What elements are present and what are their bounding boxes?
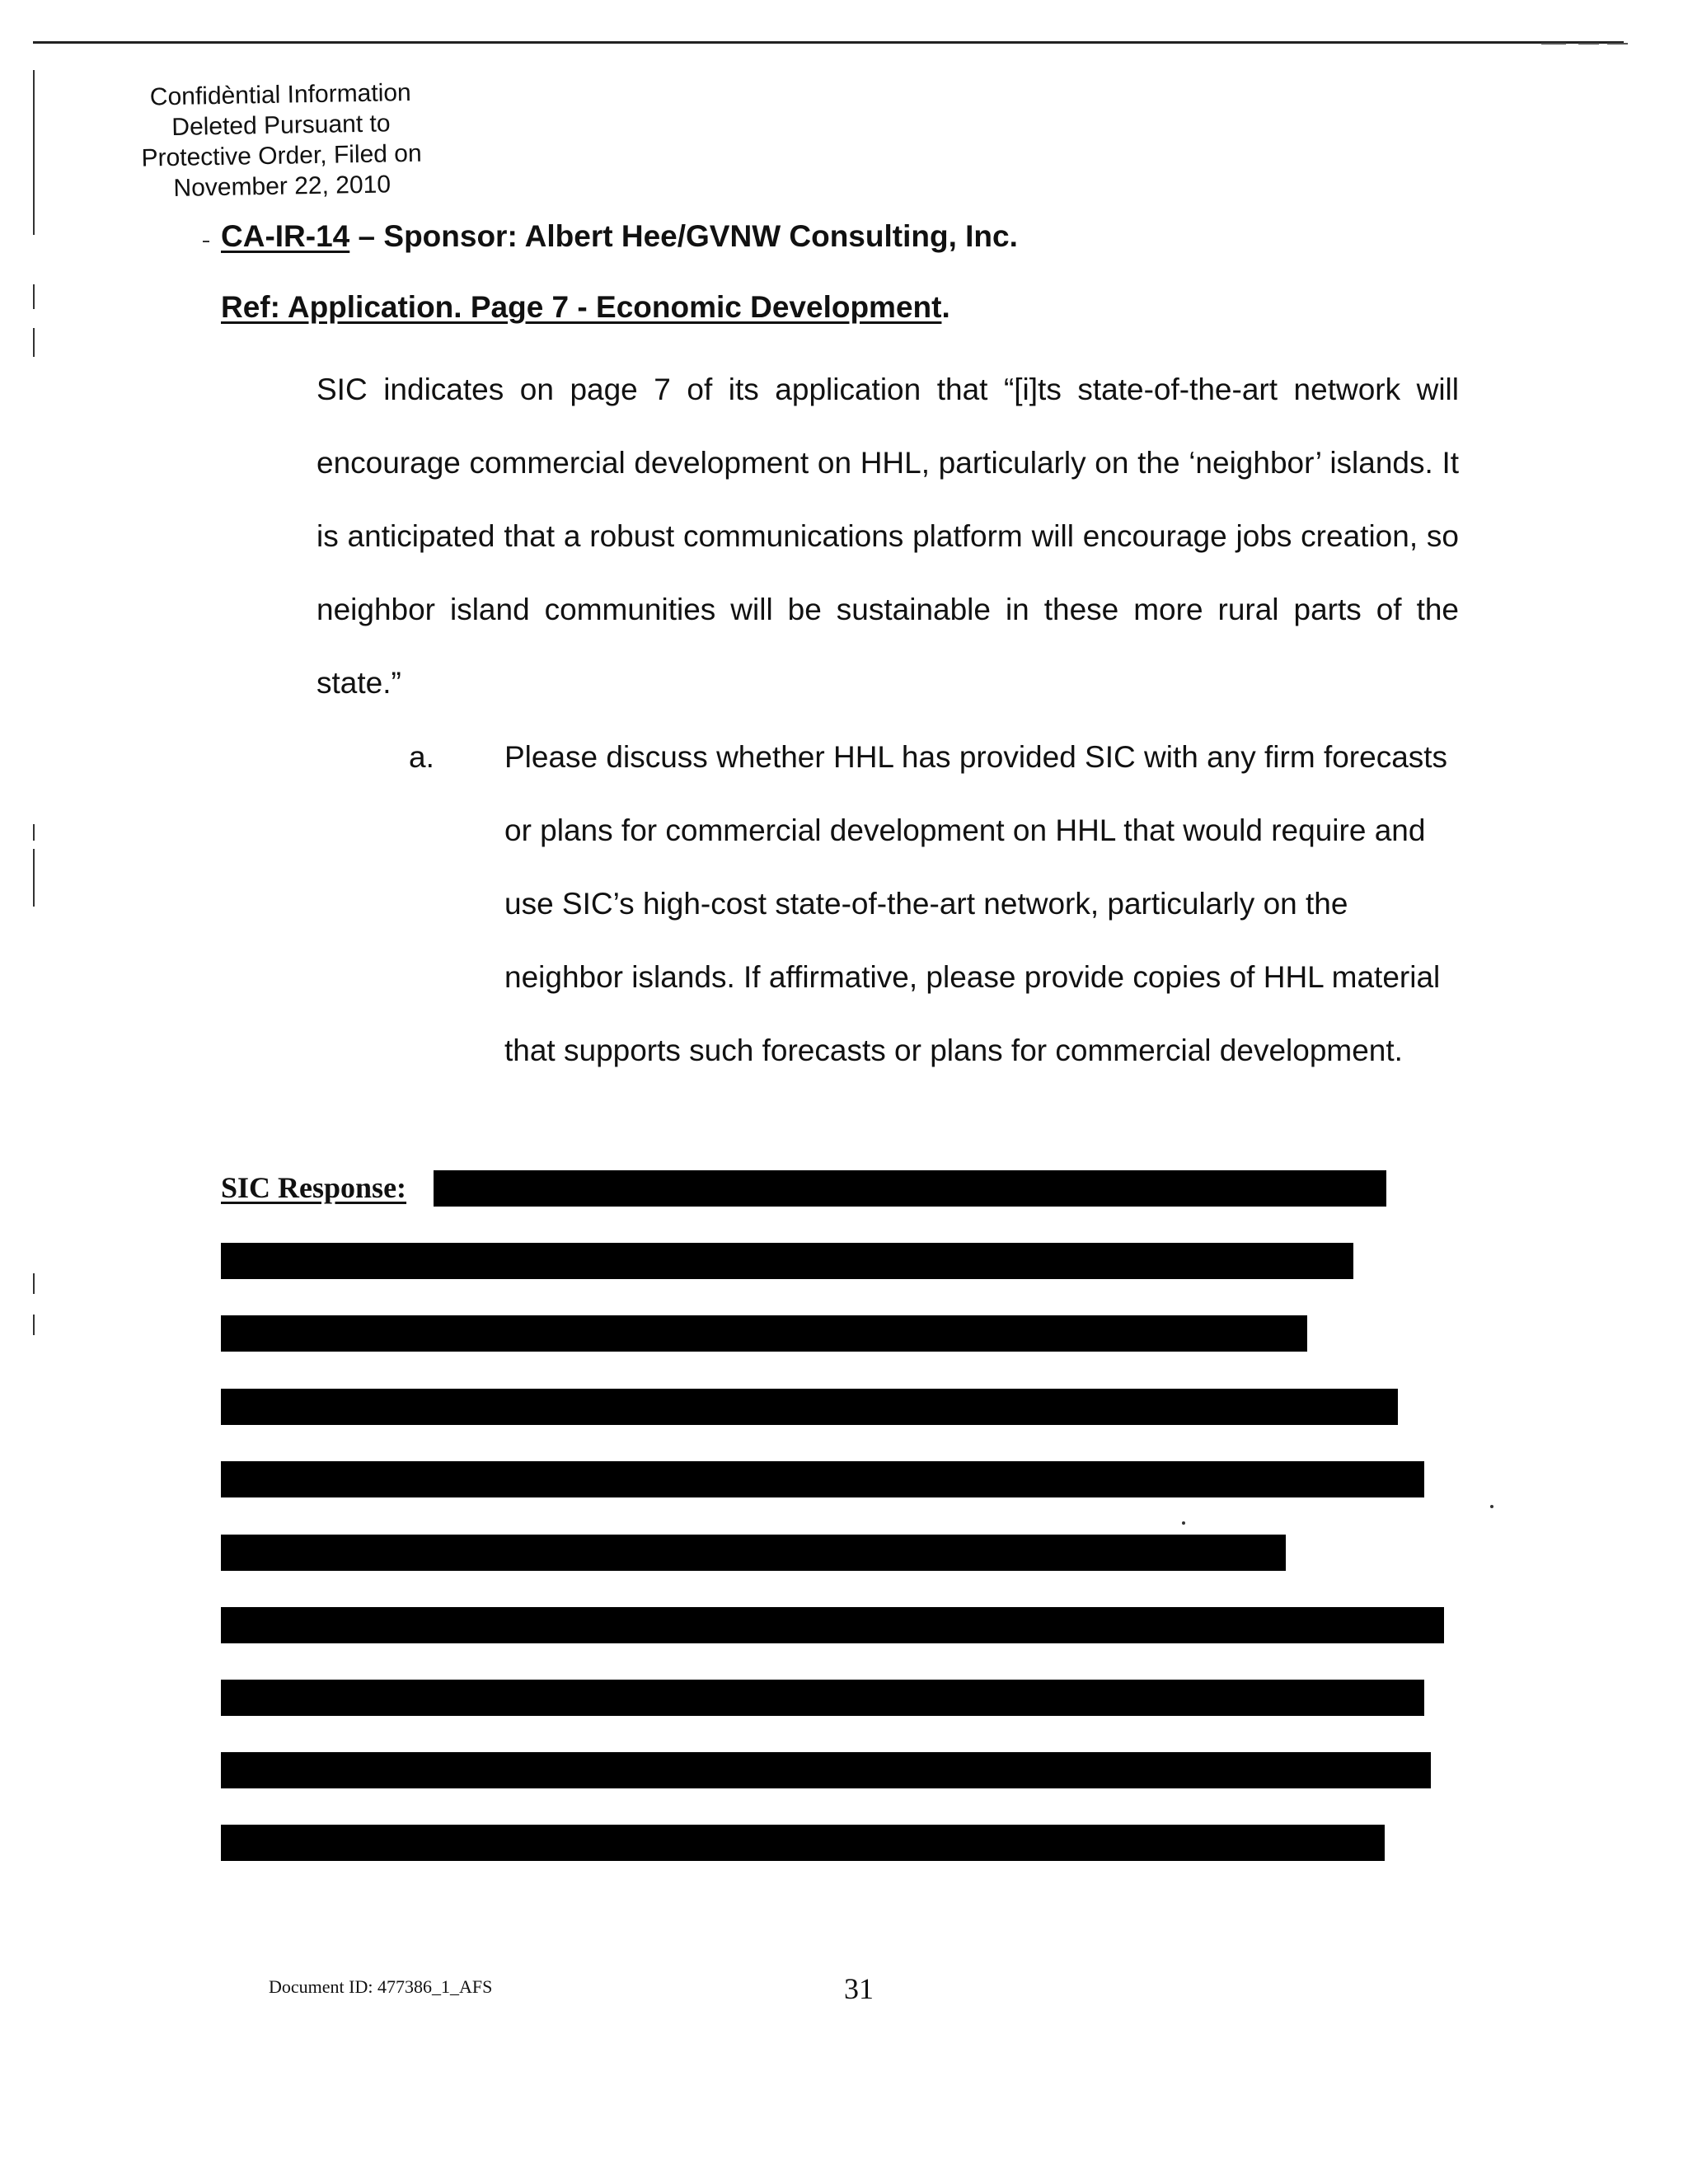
request-heading	[221, 219, 1018, 254]
redaction-bar	[434, 1170, 1386, 1207]
sponsor-text: – Sponsor: Albert Hee/GVNW Consulting, Inc.	[349, 219, 1018, 253]
heading-dash-mark	[203, 241, 209, 242]
confidential-line: November 22, 2010	[173, 171, 392, 202]
margin-mark	[33, 849, 35, 907]
top-rule-dash	[1541, 43, 1566, 45]
scan-speck	[1182, 1521, 1185, 1525]
reference-trailing: .	[941, 290, 950, 324]
margin-mark	[33, 1315, 35, 1335]
reference-text: Ref: Application. Page 7 - Economic Development	[221, 290, 942, 324]
margin-mark	[33, 70, 35, 235]
scan-speck	[1490, 1505, 1493, 1508]
redaction-bar	[221, 1752, 1431, 1788]
request-id: CA-IR-14	[221, 219, 350, 253]
top-rule-dash	[1607, 43, 1628, 45]
redaction-bar	[221, 1607, 1444, 1643]
margin-mark	[33, 284, 35, 309]
redaction-bar	[221, 1315, 1307, 1352]
redaction-bar	[221, 1243, 1353, 1279]
item-label: a.	[409, 740, 434, 774]
item-text: Please discuss whether HHL has provided SIC with any firm forecasts or plans for commercial development on HHL that would require and use SIC’s high-cost state-of-the-art network, particularly on the neighbor islands. If affirmative, please provide copies of HHL material that supports such forecasts or plans for commercial development.	[504, 740, 1448, 1067]
redaction-bar	[221, 1680, 1424, 1716]
redaction-bar	[221, 1461, 1424, 1497]
margin-mark	[33, 328, 35, 357]
redaction-bar	[221, 1825, 1385, 1861]
confidential-line: Protective Order, Filed on	[141, 139, 422, 172]
reference-heading	[221, 290, 950, 325]
page-number: 31	[844, 1972, 874, 2005]
margin-mark	[33, 1273, 35, 1294]
margin-mark	[33, 824, 35, 841]
confidential-notice	[124, 77, 439, 204]
confidential-line: Confidèntial Information	[149, 78, 411, 111]
top-rule	[33, 41, 1624, 44]
redaction-bar	[221, 1535, 1286, 1571]
redaction-bar	[221, 1389, 1398, 1425]
top-rule-dash	[1578, 43, 1599, 45]
response-label: SIC Response:	[221, 1171, 407, 1204]
document-id: Document ID: 477386_1_AFS	[269, 1976, 493, 1997]
body-paragraph: SIC indicates on page 7 of its application that “[i]ts state-of-the-art network will encourage commercial development on HHL, particularly on the ‘neighbor’ islands. It is anticipated that a robust communications platform will encourage jobs creation, so neighbor island communities will be sustainable in these more rural parts of the state.”	[316, 373, 1459, 700]
confidential-line: Deleted Pursuant to	[171, 110, 391, 141]
